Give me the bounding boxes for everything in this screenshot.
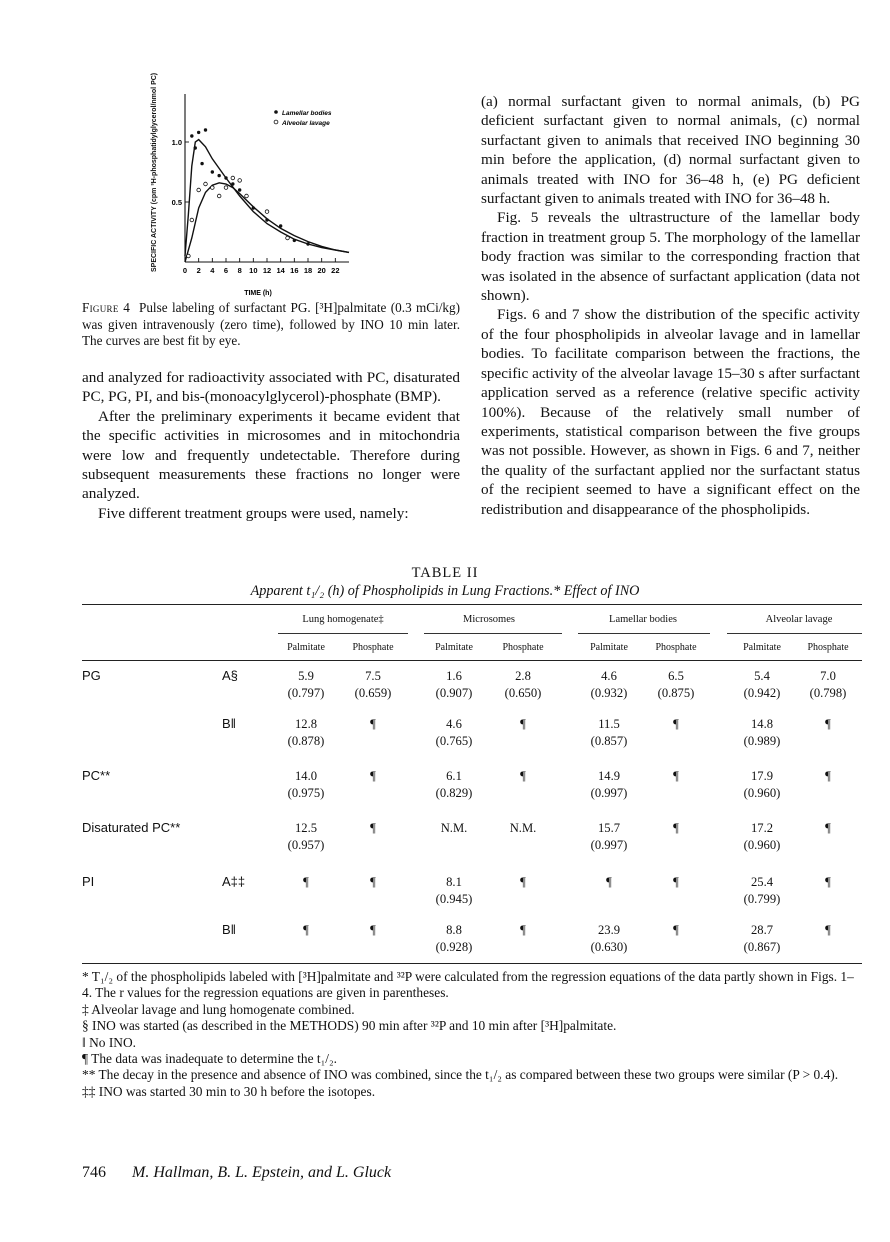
cell-value: ¶ <box>673 875 679 889</box>
right-paragraph-3: Figs. 6 and 7 show the distribution of the specific activity of the four phospholipids in alveolar lavage and in lamellar bodies. To facilitate comparison between the fractions, the specific activity of the alveolar lavage 15–30 s after surfactant application served as a reference (relative specific activity 100%). Because of the relatively small number of experiments, statistical comparison between the five groups was not possible. However, as shown in Figs. 6 and 7, neither the quality of the surfactant applied nor the surfactant status of the recipient seemed to have a significant effect on the redistribution and disappearance of the phospholipids. <box>481 306 860 518</box>
cell-value: 25.4 <box>750 875 774 889</box>
cell-value: 1.6 <box>446 669 462 683</box>
group-header-3: Alveolar lavage <box>765 614 833 625</box>
x-tick-label: 6 <box>223 266 229 275</box>
table-cell <box>794 874 862 891</box>
cell-r-value: (0.942) <box>743 686 781 700</box>
footnote-1: ‡ Alveolar lavage and lung homogenate combined. <box>82 1001 355 1017</box>
row-label-4: PI <box>82 874 95 889</box>
caption-text: Pulse labeling of surfactant PG. [³H]palmitate (0.3 mCi/kg) was given intravenously (zero time), followed by INO 10 min later. The curves are best fit by eye. <box>82 300 461 349</box>
table-cell <box>339 874 407 891</box>
row-sublabel-4: A‡‡ <box>222 874 246 889</box>
legend <box>274 110 332 127</box>
row-sublabel-5: B‖ <box>222 922 237 937</box>
data-point-lamellar <box>265 218 268 221</box>
caption-label: Figure 4 <box>82 300 131 315</box>
data-point-alveolar <box>190 218 194 222</box>
left-column <box>82 368 460 523</box>
cell-value: 17.2 <box>750 821 774 835</box>
table-cell <box>728 768 796 802</box>
data-point-alveolar <box>286 236 290 240</box>
cell-r-value: (0.975) <box>287 786 325 800</box>
y-axis-label: SPECIFIC ACTIVITY (cpm ³H-phosphatidylglycerol/nmol PC) <box>151 72 158 272</box>
footnote-2: § INO was started (as described in the METHODS) 90 min after ³²P and 10 min after [³H]palmitate. <box>82 1018 617 1034</box>
data-point-lamellar <box>204 128 207 131</box>
table-cell <box>272 716 340 750</box>
x-tick-label: 8 <box>237 266 242 275</box>
data-point-alveolar <box>217 194 221 198</box>
row-label-2: PC** <box>82 768 111 783</box>
footnote-6: ‡‡ INO was started 30 min to 30 h before the isotopes. <box>82 1083 376 1099</box>
cell-value: 14.9 <box>597 769 621 783</box>
table-cell <box>272 820 340 854</box>
group-header-2: Lamellar bodies <box>609 614 677 625</box>
table-cell <box>489 820 557 837</box>
table-cell <box>420 874 488 908</box>
data-point-alveolar <box>204 182 208 186</box>
cell-value: ¶ <box>520 717 526 731</box>
subhead-7: Phosphate <box>807 642 849 653</box>
figure-4 <box>150 72 365 302</box>
cell-value: ¶ <box>825 717 831 731</box>
table-cell <box>420 922 488 956</box>
cell-value: 8.8 <box>446 923 462 937</box>
table-cell <box>728 922 796 956</box>
cell-r-value: (0.997) <box>590 838 628 852</box>
table-cell <box>339 768 407 785</box>
right-paragraph-1: (a) normal surfactant given to normal animals, (b) PG deficient surfactant given to normal animals, (c) normal surfactant given to animals that received INO beginning 30 min before the application, (d) normal surfactant given to animals treated with INO for 36–48 h, (e) PG deficient surfactant given to animals treated with INO for 36–48 h. <box>481 93 860 208</box>
left-paragraph-2: After the preliminary experiments it became evident that the specific activities in microsomes and in mitochondria were low and frequently undetectable. Therefore during subsequent measurements these fractions no longer were analyzed. <box>82 407 460 503</box>
data-point-lamellar <box>194 146 197 149</box>
footnote-5: ** The decay in the presence and absence of INO was combined, since the t₁/₂ as compared between these two groups were similar (P > 0.4). <box>82 1067 839 1083</box>
table-body <box>82 668 862 963</box>
cell-r-value: (0.659) <box>354 686 392 700</box>
group-header-1: Microsomes <box>463 614 515 625</box>
data-point-alveolar <box>265 210 269 214</box>
data-point-lamellar <box>200 162 203 165</box>
footnote-4: ¶ The data was inadequate to determine the t₁/₂. <box>82 1051 337 1067</box>
table-cell <box>575 716 643 750</box>
table-rule-header <box>82 660 862 661</box>
table-cell <box>272 668 340 702</box>
data-point-lamellar <box>197 131 200 134</box>
row-sublabel-1: B‖ <box>222 716 237 731</box>
table-cell <box>642 874 710 891</box>
cell-value: ¶ <box>370 821 376 835</box>
cell-r-value: (0.960) <box>743 786 781 800</box>
table-cell <box>420 668 488 702</box>
data-point-alveolar <box>238 179 242 183</box>
cell-value: ¶ <box>370 923 376 937</box>
cell-value: 23.9 <box>597 923 621 937</box>
x-tick-label: 0 <box>182 266 188 275</box>
legend-alveolar: Alveolar lavage <box>282 120 330 127</box>
cell-r-value: (0.997) <box>590 786 628 800</box>
cell-value: 12.8 <box>294 717 318 731</box>
cell-r-value: (0.928) <box>435 940 473 954</box>
table-cell <box>575 668 643 702</box>
table-title: TABLE II <box>411 565 479 581</box>
cell-r-value: (0.945) <box>435 892 473 906</box>
table-cell <box>420 716 488 750</box>
data-point-lamellar <box>217 174 220 177</box>
legend-lamellar: Lamellar bodies <box>282 110 332 117</box>
cell-value: 4.6 <box>446 717 462 731</box>
cell-value: 2.8 <box>515 669 531 683</box>
data-point-lamellar <box>211 170 214 173</box>
table-cell <box>489 922 557 939</box>
table-cell <box>794 922 862 939</box>
cell-r-value: (0.957) <box>287 838 325 852</box>
table-cell <box>728 716 796 750</box>
subhead-6: Palmitate <box>743 642 781 653</box>
table-cell <box>794 668 862 702</box>
cell-r-value: (0.875) <box>657 686 695 700</box>
table-cell <box>794 716 862 733</box>
subhead-3: Phosphate <box>502 642 544 653</box>
table-cell <box>728 820 796 854</box>
footnote-0: * T₁/₂ of the phospholipids labeled with [³H]palmitate and ³²P were calculated from the regression equations of the data partly shown in Figs. 1–4. The r values for the regression equations are given in parentheses. <box>82 969 854 1001</box>
data-point-lamellar <box>238 188 241 191</box>
data-point-alveolar <box>224 186 228 190</box>
cell-value: ¶ <box>673 821 679 835</box>
cell-value: 15.7 <box>597 821 621 835</box>
cell-value: ¶ <box>370 717 376 731</box>
cell-value: ¶ <box>825 923 831 937</box>
cell-r-value: (0.960) <box>743 838 781 852</box>
table-cell <box>272 922 340 939</box>
subhead-4: Palmitate <box>590 642 628 653</box>
cell-value: N.M. <box>509 821 537 835</box>
cell-r-value: (0.630) <box>590 940 628 954</box>
data-point-lamellar <box>306 242 309 245</box>
x-tick-label: 14 <box>276 266 285 275</box>
table-cell <box>339 716 407 733</box>
x-tick-label: 18 <box>303 266 313 275</box>
table-rule-top <box>82 604 862 605</box>
table-cell <box>642 668 710 702</box>
cell-value: ¶ <box>673 923 679 937</box>
cell-value: 6.1 <box>446 769 462 783</box>
footnote-3: ‖ No INO. <box>82 1034 136 1050</box>
row-sublabel-0: A§ <box>222 668 238 683</box>
subhead-2: Palmitate <box>435 642 473 653</box>
page-number: 746 <box>82 1164 106 1181</box>
cell-r-value: (0.989) <box>743 734 781 748</box>
cell-value: ¶ <box>825 821 831 835</box>
data-point-alveolar <box>231 176 235 180</box>
left-paragraph-1: and analyzed for radioactivity associated with PC, disaturated PC, PG, PI, and bis-(monoacylglycerol)-phosphate (BMP). <box>82 369 460 406</box>
fit-curve-1 <box>185 183 349 262</box>
right-paragraph-2: Fig. 5 reveals the ultrastructure of the lamellar body fraction in treatment group 5. The morphology of the lamellar body fraction was similar to the corresponding fraction that was isolated in the absence of surfactant application (data not shown). <box>481 209 860 305</box>
table-cell <box>575 768 643 802</box>
subhead-5: Phosphate <box>655 642 697 653</box>
cell-value: ¶ <box>606 875 612 889</box>
data-point-alveolar <box>197 188 201 192</box>
cell-value: ¶ <box>520 769 526 783</box>
figure-caption <box>82 300 460 350</box>
cell-r-value: (0.857) <box>590 734 628 748</box>
cell-value: N.M. <box>440 821 468 835</box>
cell-value: ¶ <box>303 875 309 889</box>
cell-value: ¶ <box>825 875 831 889</box>
x-tick-label: 10 <box>249 266 258 275</box>
x-tick-label: 16 <box>290 266 299 275</box>
cell-value: ¶ <box>370 875 376 889</box>
table-footnotes <box>82 969 862 1100</box>
x-tick-label: 12 <box>262 266 272 275</box>
table-cell <box>794 768 862 785</box>
data-point-alveolar <box>211 186 215 190</box>
cell-value: 6.5 <box>668 669 684 683</box>
y-tick-label: 0.5 <box>171 198 182 207</box>
row-label-3: Disaturated PC** <box>82 820 181 835</box>
legend-marker-open <box>274 120 278 124</box>
cell-value: 7.5 <box>365 669 381 683</box>
x-tick-label: 20 <box>317 266 326 275</box>
table-cell <box>420 768 488 802</box>
table-cell <box>728 668 796 702</box>
data-point-alveolar <box>245 194 249 198</box>
subhead-1: Phosphate <box>352 642 394 653</box>
legend-marker-filled <box>274 110 278 114</box>
cell-value: 5.4 <box>754 669 770 683</box>
x-tick-label: 22 <box>331 266 340 275</box>
cell-value: 17.9 <box>750 769 774 783</box>
cell-r-value: (0.829) <box>435 786 473 800</box>
table-cell <box>420 820 488 837</box>
cell-value: ¶ <box>370 769 376 783</box>
cell-value: ¶ <box>520 923 526 937</box>
x-tick-label: 2 <box>196 266 201 275</box>
cell-r-value: (0.798) <box>809 686 847 700</box>
cell-value: 11.5 <box>598 717 620 731</box>
row-label-0: PG <box>82 668 101 683</box>
cell-value: 12.5 <box>294 821 318 835</box>
data-point-lamellar <box>224 176 227 179</box>
cell-r-value: (0.765) <box>435 734 473 748</box>
table-cell <box>489 716 557 733</box>
cell-r-value: (0.878) <box>287 734 325 748</box>
cell-value: 8.1 <box>446 875 462 889</box>
data-point-lamellar <box>252 206 255 209</box>
data-point-lamellar <box>279 224 282 227</box>
page-footer <box>82 1164 862 1182</box>
cell-value: 14.8 <box>750 717 774 731</box>
y-tick-label: 1.0 <box>171 138 182 147</box>
data-point-lamellar <box>293 239 296 242</box>
table-cell <box>642 768 710 785</box>
cell-r-value: (0.650) <box>504 686 542 700</box>
cell-value: 7.0 <box>820 669 836 683</box>
table-cell <box>272 874 340 891</box>
table-cell <box>339 922 407 939</box>
table-subtitle: Apparent t₁/₂ (h) of Phospholipids in Lung Fractions.* Effect of INO <box>250 583 640 599</box>
table-cell <box>489 768 557 785</box>
x-axis-label: TIME (h) <box>244 290 272 297</box>
table-cell <box>642 922 710 939</box>
table-cell <box>642 716 710 733</box>
cell-value: ¶ <box>303 923 309 937</box>
table-cell <box>575 874 643 891</box>
data-point-lamellar <box>231 182 234 185</box>
cell-value: ¶ <box>825 769 831 783</box>
table-cell <box>339 820 407 837</box>
cell-value: 4.6 <box>601 669 617 683</box>
table-cell <box>339 668 407 702</box>
table-rule-bottom <box>82 963 862 964</box>
cell-value: 5.9 <box>298 669 314 683</box>
table-cell <box>272 768 340 802</box>
table-cell <box>489 668 557 702</box>
fit-curve-0 <box>185 140 349 256</box>
cell-value: ¶ <box>673 769 679 783</box>
left-paragraph-3: Five different treatment groups were used, namely: <box>98 504 409 522</box>
x-tick-label: 4 <box>210 266 215 275</box>
right-column <box>481 92 860 519</box>
table-header <box>82 612 862 662</box>
table-cell <box>575 820 643 854</box>
table-cell <box>489 874 557 891</box>
table-cell <box>575 922 643 956</box>
data-point-alveolar <box>187 254 191 258</box>
table-cell <box>642 820 710 837</box>
subhead-0: Palmitate <box>287 642 325 653</box>
table-cell <box>794 820 862 837</box>
data-point-lamellar <box>190 134 193 137</box>
cell-value: ¶ <box>673 717 679 731</box>
cell-value: 28.7 <box>750 923 774 937</box>
cell-value: 14.0 <box>294 769 318 783</box>
authors: M. Hallman, B. L. Epstein, and L. Gluck <box>132 1164 392 1181</box>
cell-value: ¶ <box>520 875 526 889</box>
cell-r-value: (0.867) <box>743 940 781 954</box>
cell-r-value: (0.932) <box>590 686 628 700</box>
figure-4-plot <box>150 72 365 302</box>
table-cell <box>728 874 796 908</box>
cell-r-value: (0.797) <box>287 686 325 700</box>
cell-r-value: (0.799) <box>743 892 781 906</box>
cell-r-value: (0.907) <box>435 686 473 700</box>
group-header-0: Lung homogenate‡ <box>302 614 384 625</box>
